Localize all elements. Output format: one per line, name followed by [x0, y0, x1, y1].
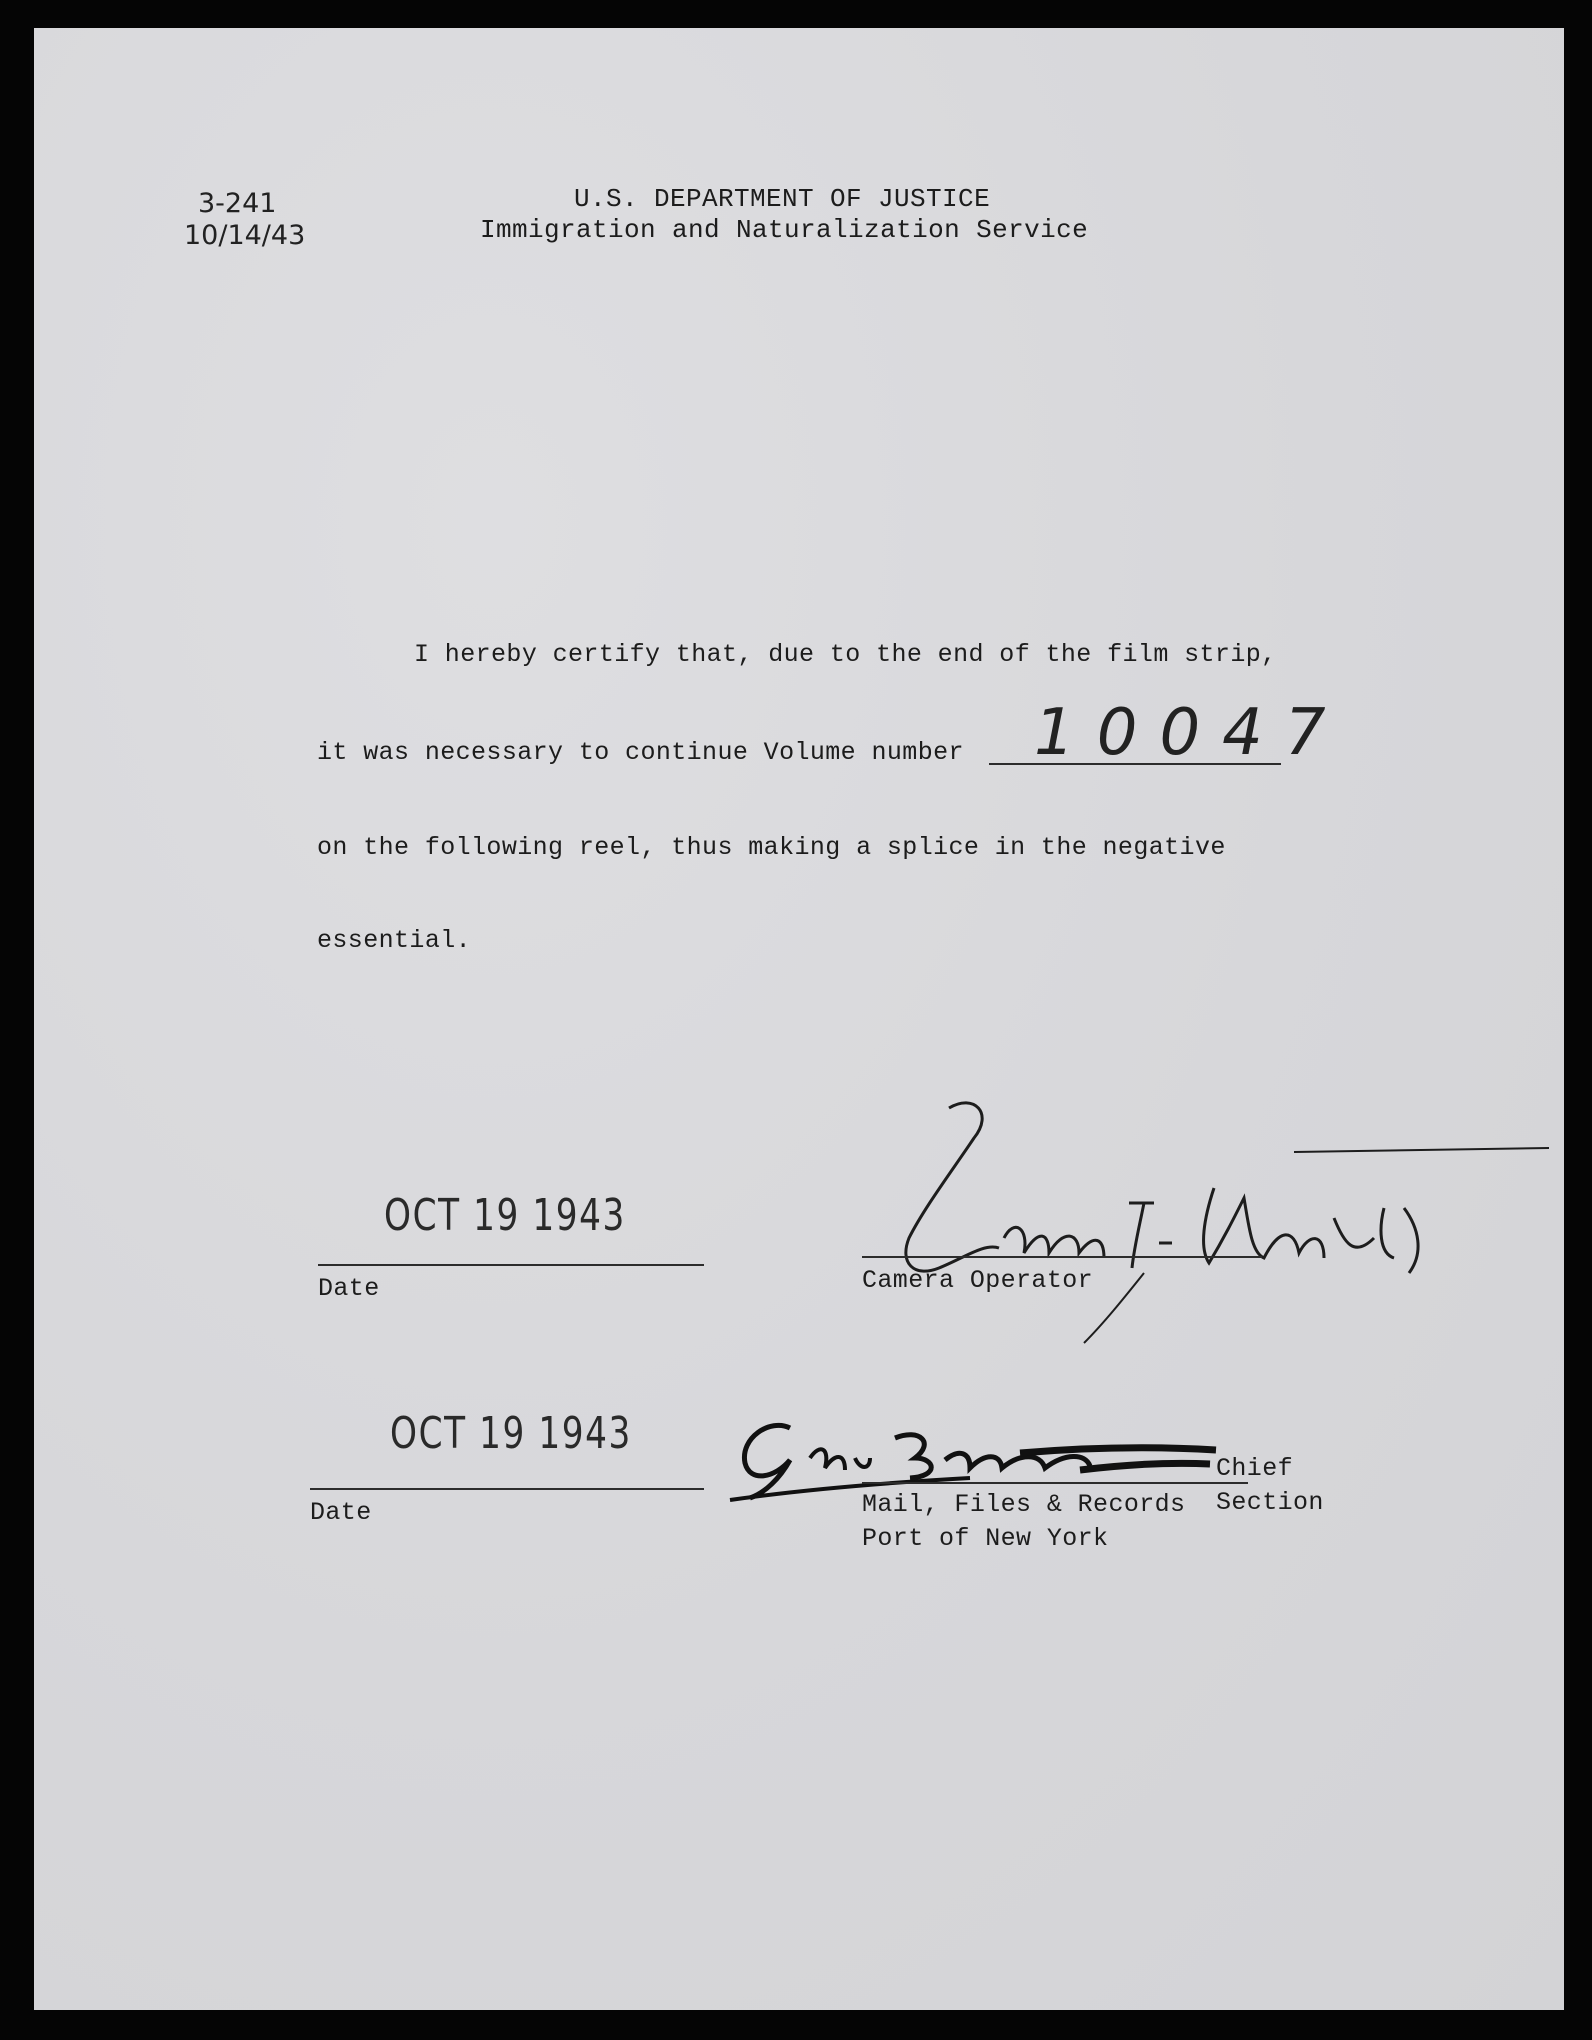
- office-name-label: Mail, Files & Records: [862, 1490, 1186, 1519]
- chief-title-label: Chief: [1216, 1454, 1294, 1483]
- date-line-2: [310, 1488, 704, 1490]
- volume-number-handwritten: 10047: [1034, 696, 1348, 770]
- form-revision-date: 10/14/43: [184, 220, 306, 251]
- date-stamp-1: OCT 19 1943: [384, 1190, 626, 1241]
- form-number: 3-241: [198, 188, 277, 219]
- date-label-1: Date: [318, 1274, 380, 1303]
- office-section-label: Section: [1216, 1488, 1324, 1517]
- date-label-2: Date: [310, 1498, 372, 1527]
- camera-operator-signature: [854, 1068, 1554, 1348]
- date-stamp-2: OCT 19 1943: [390, 1408, 632, 1459]
- certification-line-1: I hereby certify that, due to the end of the film strip,: [414, 640, 1277, 669]
- certification-line-2: it was necessary to continue Volume number: [317, 738, 964, 767]
- camera-operator-line: [862, 1256, 1262, 1258]
- service-heading: Immigration and Naturalization Service: [480, 215, 1089, 245]
- date-line-1: [318, 1264, 704, 1266]
- certification-line-4: essential.: [317, 926, 472, 955]
- document-page: [34, 28, 1564, 2010]
- certification-line-3: on the following reel, thus making a splice in the negative: [317, 833, 1226, 862]
- camera-operator-label: Camera Operator: [862, 1266, 1094, 1295]
- chief-signature-line: [862, 1482, 1248, 1484]
- port-label: Port of New York: [862, 1524, 1109, 1553]
- department-heading: U.S. DEPARTMENT OF JUSTICE: [574, 184, 991, 214]
